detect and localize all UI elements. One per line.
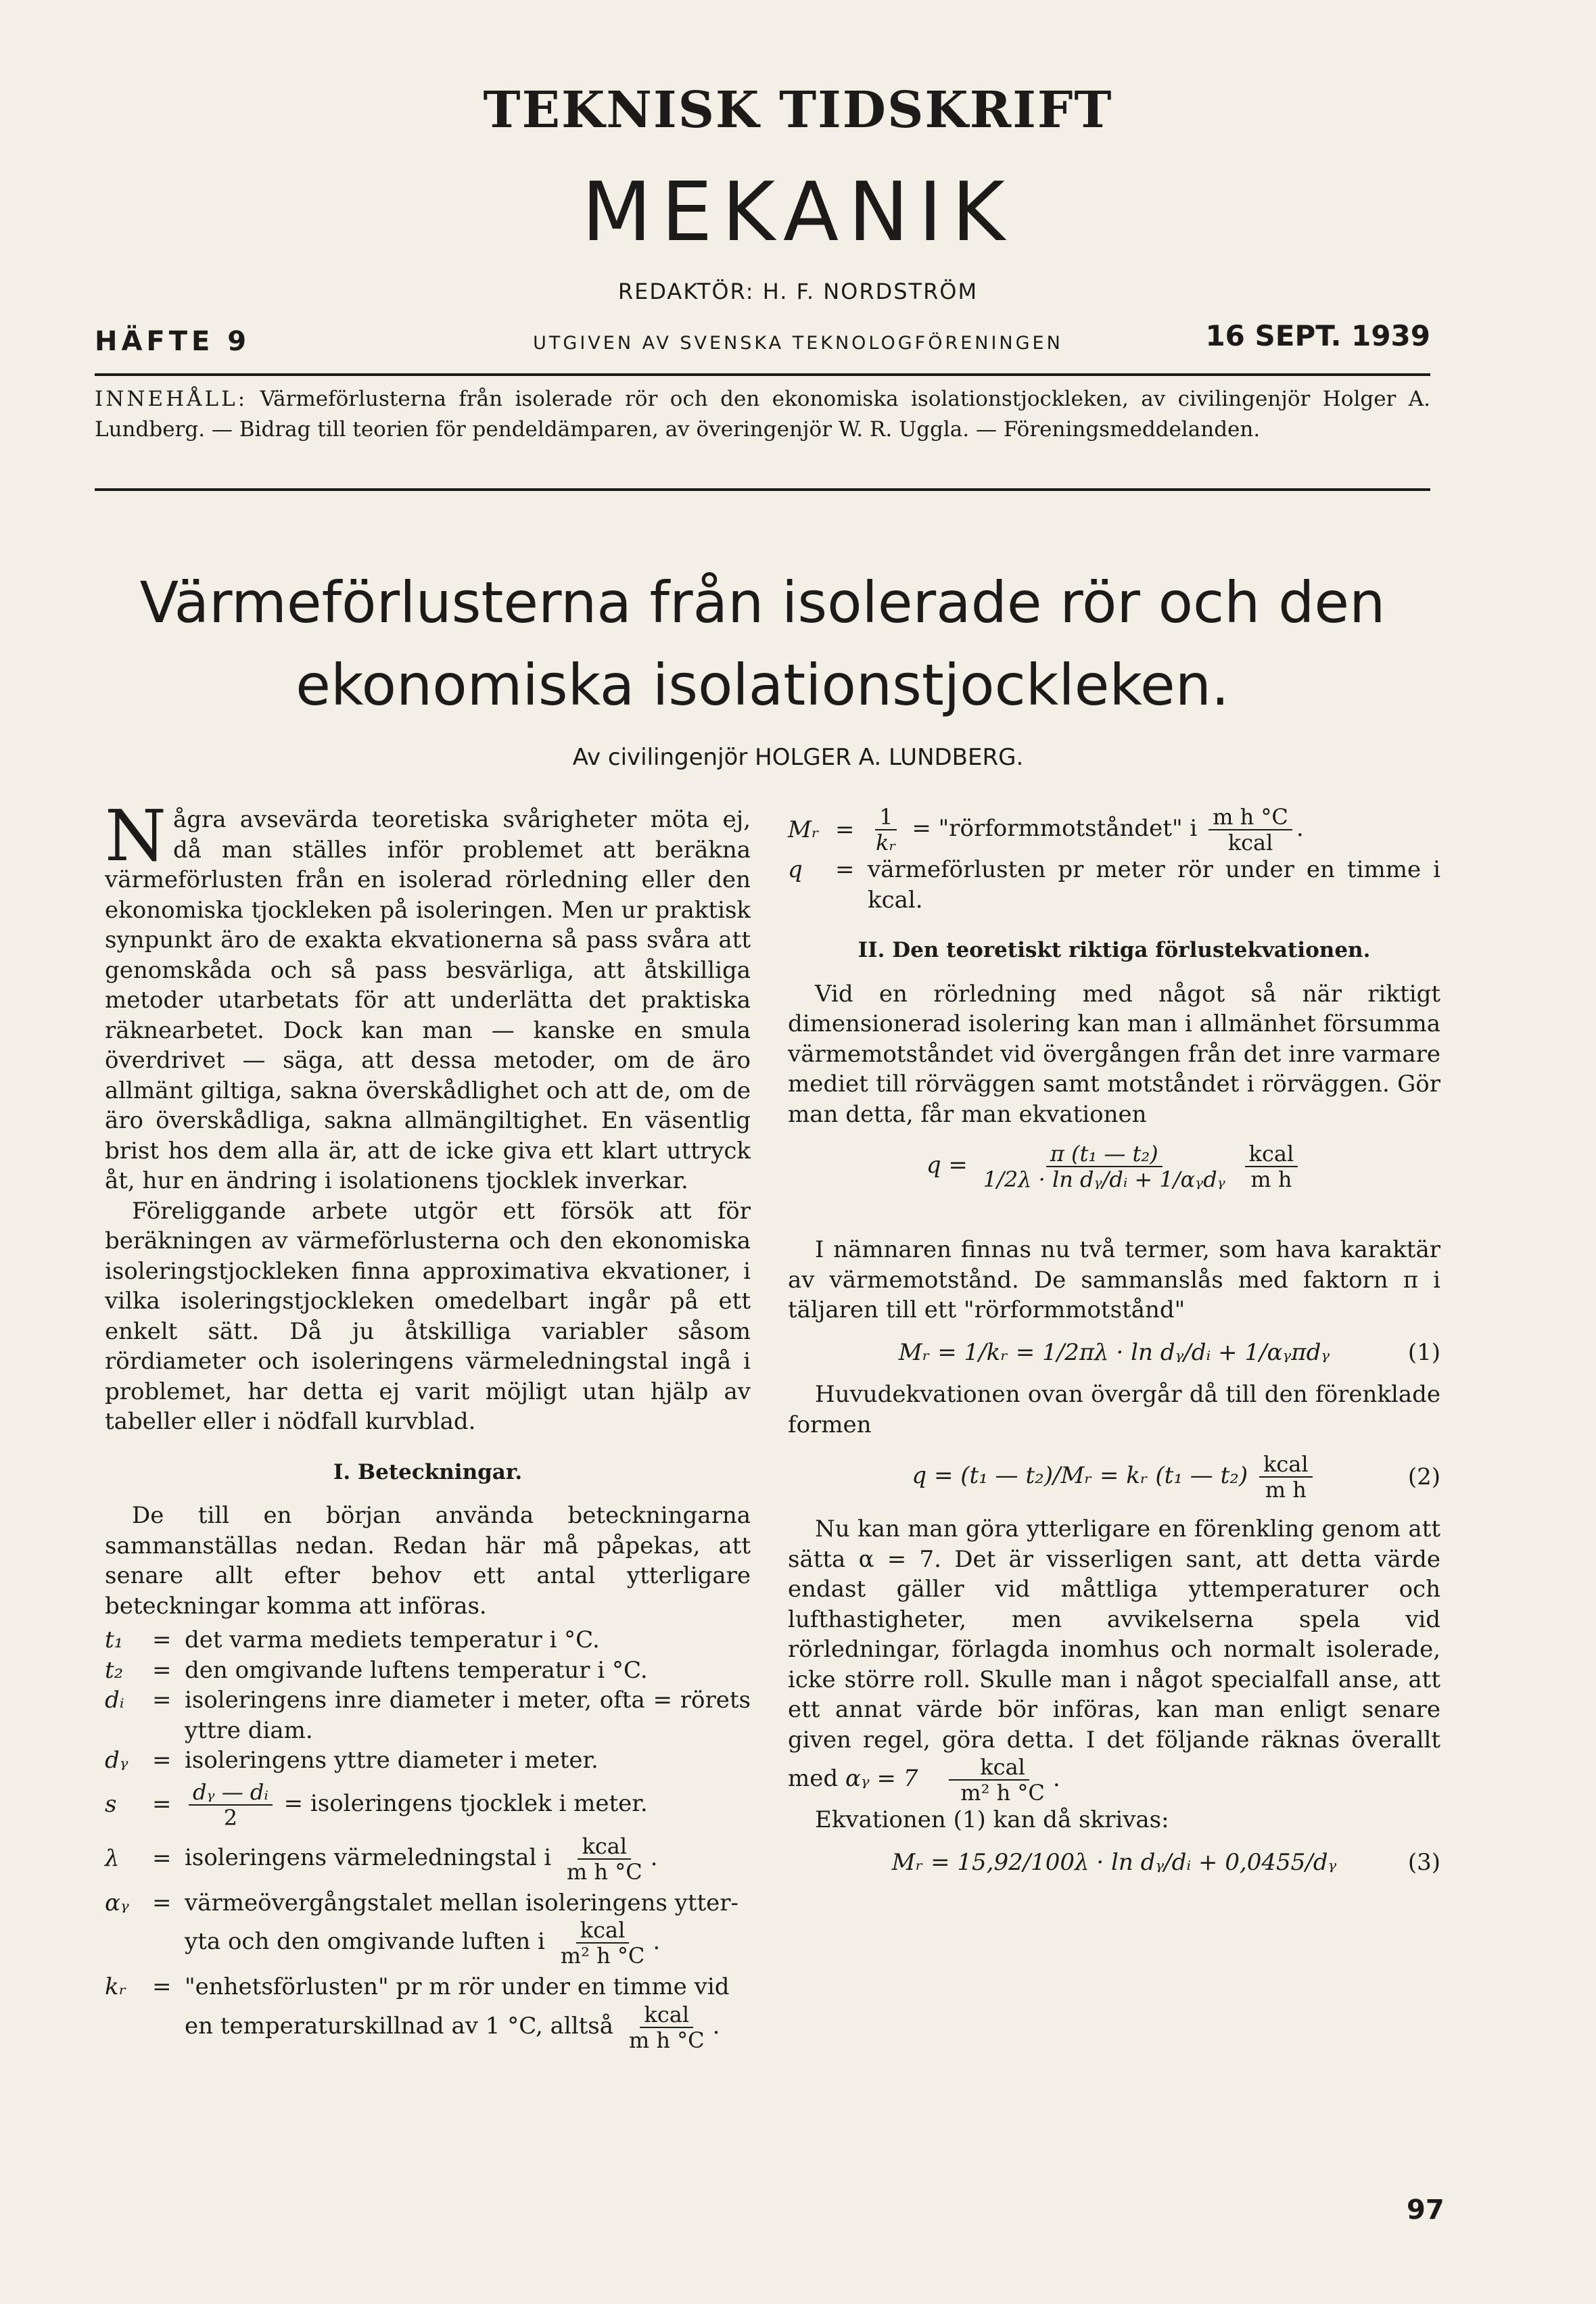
equation-2 [788, 1452, 1440, 1502]
article-title-line1: Värmeförlusterna från isolerade rör och den [139, 569, 1386, 636]
unit-numerator: kcal [576, 1918, 630, 1944]
equals: = [152, 1626, 172, 1653]
equals: = [152, 1973, 172, 2000]
fraction [872, 805, 901, 855]
unit-denominator: m h °C [628, 2027, 705, 2053]
definition-t1 [105, 1625, 751, 1655]
definition-text [868, 805, 1440, 855]
publisher-line: UTGIVEN AV SVENSKA TEKNOLOGFÖRENINGEN [533, 333, 1063, 354]
definition-text-body: = "rörformmotståndet" i [912, 815, 1198, 842]
top-rule [95, 373, 1430, 376]
definitions-list [105, 1625, 751, 2052]
equation-expression: Mᵣ = 1/kᵣ = 1/2πλ · ln dᵧ/dᵢ + 1/αᵧπdᵧ [898, 1338, 1330, 1366]
issue-date: 16 SEPT. 1939 [1205, 319, 1430, 352]
symbol: dᵧ [105, 1747, 128, 1774]
unit-numerator: kcal [1259, 1452, 1313, 1478]
definition-text: värmeförlusten pr meter rör under en timme i kcal. [868, 856, 1440, 914]
definition-k [105, 1972, 751, 2052]
symbol: αᵧ [105, 1889, 129, 1917]
definition-text-line2: yta och den omgivande luften i [185, 1928, 545, 1955]
period: . [712, 2012, 720, 2040]
definition-di [105, 1685, 751, 1745]
article-byline: Av civilingenjör HOLGER A. LUNDBERG. [572, 744, 1024, 771]
definition-text: isoleringens inre diameter i meter, ofta = rörets yttre diam. [185, 1687, 751, 1744]
toc-bottom-rule [95, 488, 1430, 491]
definition-text [185, 1888, 751, 1969]
right-column [788, 805, 1440, 1889]
symbol: λ [105, 1845, 120, 1873]
definition-M [788, 805, 1440, 855]
unit-fraction [1245, 1142, 1298, 1192]
section-heading-2: II. Den teoretiskt riktiga förlustekvationen. [858, 938, 1371, 962]
unit-fraction [557, 1918, 649, 1968]
table-of-contents [95, 384, 1430, 445]
unit-fraction [625, 2002, 709, 2052]
period: . [1296, 815, 1304, 842]
definition-q [788, 855, 1440, 915]
equals: = [152, 1656, 172, 1684]
unit-fraction [929, 1755, 1049, 1805]
definition-lambda [105, 1834, 751, 1884]
equals: = [152, 1687, 172, 1714]
intro-paragraph [105, 795, 751, 1196]
definition-alpha [105, 1888, 751, 1969]
denominator: kᵣ [876, 830, 897, 855]
unit-denominator: kcal [1227, 830, 1273, 855]
equation-number: (3) [1407, 1848, 1440, 1876]
definition-text-line1: värmeövergångstalet mellan isoleringens ytter- [185, 1889, 739, 1917]
equals: = [152, 1889, 172, 1917]
drop-cap: N [105, 795, 166, 877]
period: . [650, 1843, 658, 1871]
unit-numerator: m h °C [1208, 805, 1292, 830]
equation-numerator: π (t₁ — t₂) [1046, 1142, 1163, 1167]
definition-text: den omgivande luftens temperatur i °C. [185, 1656, 648, 1684]
denominator: 2 [223, 1804, 238, 1831]
symbol: s [105, 1791, 117, 1818]
unit-numerator: kcal [1245, 1142, 1298, 1167]
toc-label: INNEHÅLL: [95, 387, 248, 411]
unit-denominator: m² h °C [560, 1943, 645, 1969]
toc-text: Värmeförlusterna från isolerade rör och den ekonomiska isolationstjockleken, av civilingenjör Holger A. Lundberg. — Bidrag till teorien för pendeldämparen, av överingenjör W. R. Uggla. — Föreningsmeddelanden. [95, 387, 1430, 442]
unit-numerator: kcal [578, 1834, 631, 1860]
section-title: MEKANIK [582, 166, 1014, 260]
paragraph-4: Vid en rörledning med något så när riktigt dimensionerad isolering kan man i allmänhet försumma värmemotståndet vid övergången från det inre varmare mediet till rörväggen samt motståndet i rörväggen. Gör man detta, får man ekvationen [788, 980, 1440, 1128]
symbol: q [788, 856, 803, 883]
unit-numerator: kcal [640, 2002, 693, 2028]
paragraph-7: Nu kan man göra ytterligare en förenkling genom att sätta α = 7. Det är visserligen sant, att detta värde endast gäller vid måttliga yttemperaturer och lufthastigheter, men avvikelserna spela vid rörledningar, förlagda inomhus och normalt isolerade, icke större roll. Skulle man i något specialfall anse, att ett annat värde bör införas, kan man enligt senare given regel, göra detta. I det följande räknas överallt med αᵧ = 7 $\frac{\text{kcal}}{\text{m² h °C}}$ . [788, 1515, 1440, 1806]
equation-fraction [979, 1142, 1229, 1192]
paragraph-2: Föreliggande arbete utgör ett försök att för beräkningen av värmeförlusterna och den ekonomiska isoleringstjockleken finna approximativa ekvationer, i vilka isoleringstjockleken omedelbart ingår på ett enkelt sätt. Då ju åtskilliga variabler såsom rördiameter och isoleringens värmeledningstal ingå i problemet, har detta ej varit möjligt utan hjälp av tabeller eller i nödfall kurvblad. [105, 1197, 751, 1435]
symbol: Mᵣ [788, 816, 820, 843]
definition-dy [105, 1745, 751, 1776]
definition-t2 [105, 1655, 751, 1686]
symbol: t₁ [105, 1626, 124, 1653]
article-title-line2: ekonomiska isolationstjockleken. [296, 652, 1229, 718]
equation-denominator: 1/2λ · ln dᵧ/dᵢ + 1/αᵧdᵧ [983, 1167, 1225, 1192]
definition-text [185, 1834, 751, 1884]
unit-denominator: m h [1250, 1167, 1292, 1192]
numerator: 1 [875, 805, 897, 830]
equation-lhs: q = [926, 1152, 968, 1179]
issue-number: HÄFTE 9 [95, 326, 251, 357]
equals: = [835, 816, 855, 843]
symbol: t₂ [105, 1656, 124, 1684]
definition-text: det varma mediets temperatur i °C. [185, 1626, 600, 1653]
paragraph-7-text: Nu kan man göra ytterligare en förenkling genom att sätta α = 7. Det är visserligen sant, att detta värde endast gäller vid måttliga yttemperaturer och lufthastigheter, men avvikelserna spela vid rörledningar, förlagda inomhus och normalt isolerade, icke större roll. Skulle man i något specialfall anse, att ett annat värde bör införas, kan man enligt senare given regel, göra detta. I det följande räknas överallt med [788, 1515, 1440, 1792]
fraction [189, 1780, 273, 1830]
intro-text: ågra avsevärda teoretiska svårigheter möta ej, då man ställes inför problemet att beräkna värmeförlusten från en isolerad rörledning eller den ekonomiska tjockleken på isoleringen. Men ur praktisk synpunkt äro de exakta ekvationerna så pass svåra att genomskåda och så pass besvärliga, att åtskilliga metoder utarbetats för att underlätta det praktiska räknearbetet. Dock kan man — kanske en smula överdrivet — säga, att dessa metoder, om de äro allmänt giltiga, sakna överskådlighet och att de, om de äro överskådliga, sakna allmängiltighet. En väsentlig brist hos dem alla är, att de icke giva ett klart uttryck åt, hur en ändring i isolationens tjocklek inverkar. [105, 806, 751, 1194]
unit-fraction [1259, 1452, 1313, 1502]
equals: = [152, 1845, 172, 1873]
unit-denominator: m² h °C [960, 1780, 1045, 1806]
section-heading-1: I. Beteckningar. [333, 1459, 523, 1484]
definition-text: isoleringens yttre diameter i meter. [185, 1747, 598, 1774]
unit-fraction [1208, 805, 1292, 855]
paragraph-3: De till en början använda beteckningarna sammanställas nedan. Redan här må påpekas, att senare allt efter behov ett antal ytterligare beteckningar komma att införas. [105, 1502, 751, 1620]
paragraph-8: Ekvationen (1) kan då skrivas: [815, 1806, 1169, 1833]
numerator: dᵧ — dᵢ [189, 1780, 273, 1806]
definition-text [185, 1972, 751, 2052]
equation-number: (1) [1407, 1338, 1440, 1366]
equation-expression: Mᵣ = 15,92/100λ · ln dᵧ/dᵢ + 0,0455/dᵧ [891, 1848, 1337, 1876]
equation-1 [788, 1338, 1440, 1368]
main-equation [788, 1142, 1440, 1223]
symbol: dᵢ [105, 1687, 124, 1714]
unit-numerator: kcal [949, 1755, 1029, 1781]
symbol: kᵣ [105, 1973, 127, 2000]
definition-text-body: isoleringens värmeledningstal i [185, 1843, 552, 1871]
equation-3 [788, 1848, 1440, 1878]
definition-text-line1: "enhetsförlusten" pr m rör under en timme vid [185, 1973, 730, 2000]
definition-s [105, 1780, 751, 1830]
left-column [105, 795, 751, 2056]
equals: = [835, 856, 855, 883]
equals: = [152, 1747, 172, 1774]
equals: = [152, 1791, 172, 1818]
page-number: 97 [1407, 2194, 1445, 2226]
definition-text [185, 1780, 751, 1830]
equation-expression: q = (t₁ — t₂)/Mᵣ = kᵣ (t₁ — t₂) [912, 1462, 1248, 1489]
definition-text-line2: en temperaturskillnad av 1 °C, alltså [185, 2012, 614, 2040]
unit-denominator: m h °C [566, 1858, 642, 1885]
period: . [653, 1928, 661, 1955]
paragraph-6: Huvudekvationen ovan övergår då till den förenklade formen [788, 1381, 1440, 1438]
alpha-value: αᵧ = 7 [845, 1765, 918, 1792]
definition-text-tail: = isoleringens tjocklek i meter. [283, 1789, 648, 1817]
paragraph-5: I nämnaren finnas nu två termer, som hava karaktär av värmemotstånd. De sammanslås med faktorn π i täljaren till ett "rörformmotstånd" [788, 1236, 1440, 1323]
journal-title: TEKNISK TIDSKRIFT [483, 81, 1113, 139]
article-title [95, 561, 1430, 726]
unit-fraction [563, 1834, 647, 1884]
equation-number: (2) [1407, 1463, 1440, 1490]
unit-denominator: m h [1265, 1477, 1307, 1503]
editor-line: REDAKTÖR: H. F. NORDSTRÖM [617, 279, 979, 304]
